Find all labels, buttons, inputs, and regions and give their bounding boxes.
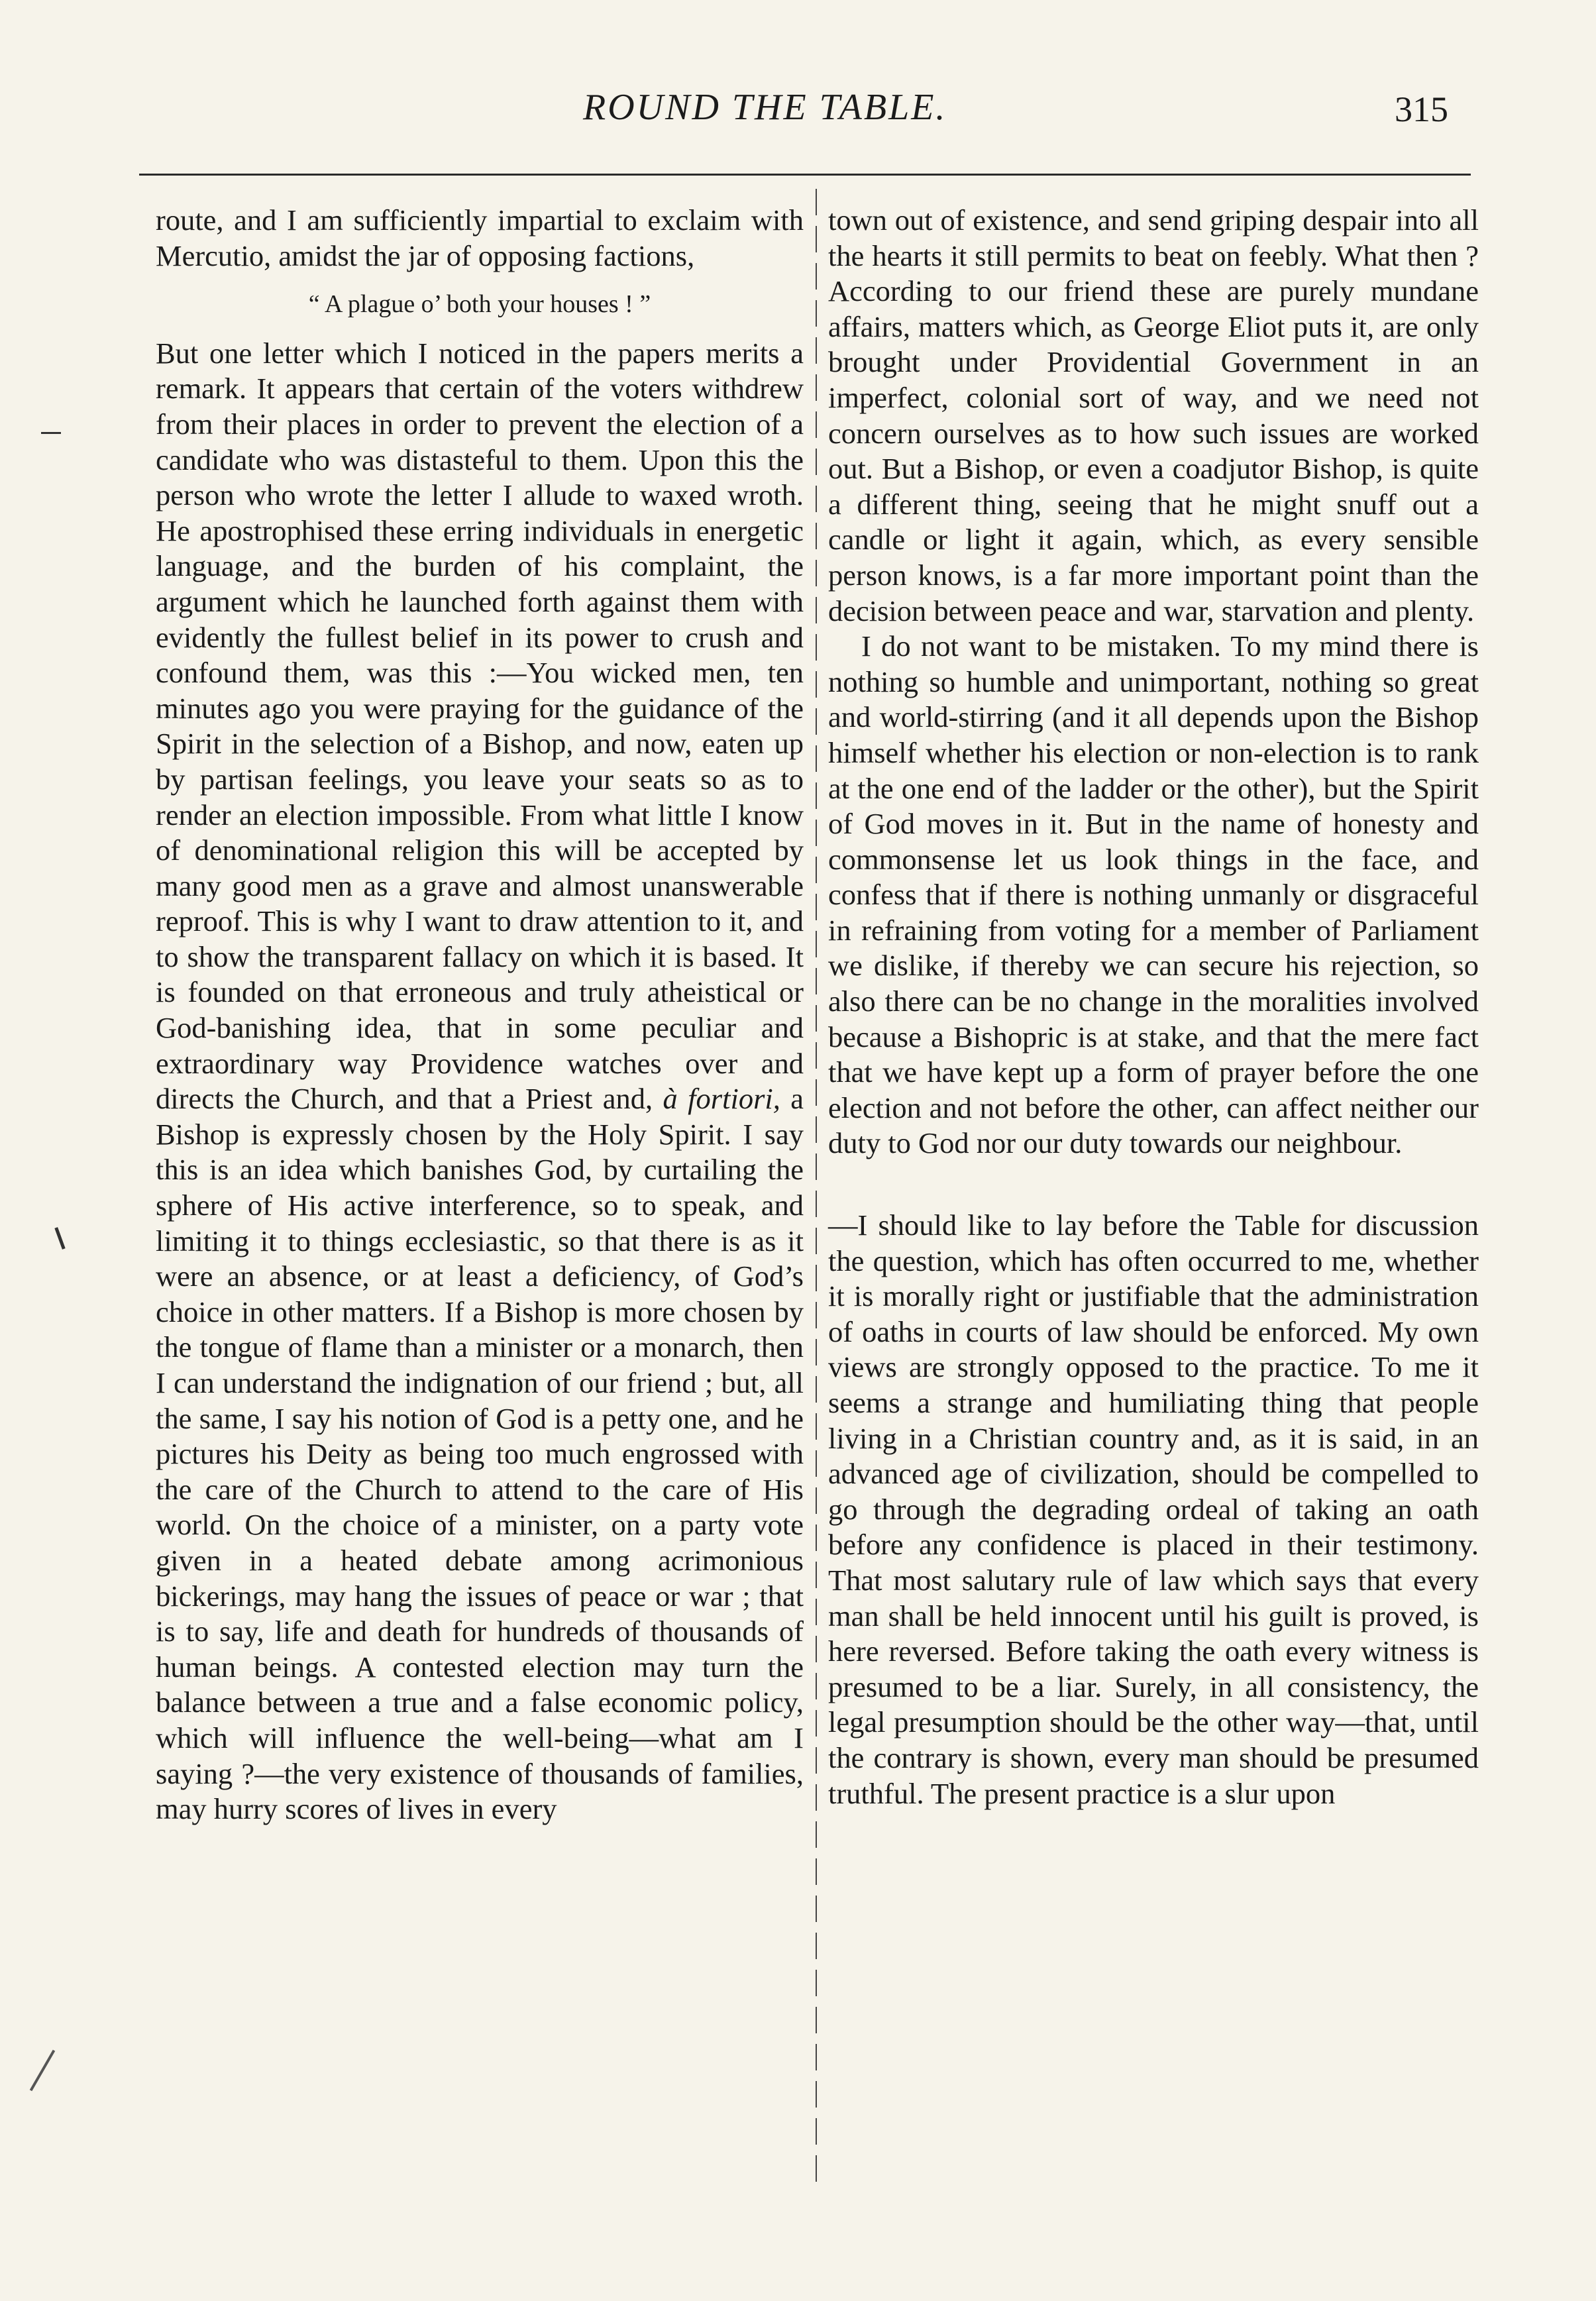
paragraph: town out of existence, and send griping despair into all the hearts it still permits to beat on feebly. What then ? According to our friend these are purely mundane affairs, matters which, as George Eliot puts it, are only brought under Providential Government in an imperfect, colonial sort of way, and we need not concern ourselves as to how such issues are worked out. But a Bishop, or even a coadjutor Bishop, is quite a different thing, seeing that he might snuff out a candle or light it again, which, as every sensible person knows, is a far more important point than the decision between peace and war, starvation and plenty. <box>828 203 1479 627</box>
italic-phrase: à fortiori, <box>663 1082 780 1116</box>
page-number: 315 <box>1395 89 1448 129</box>
margin-mark <box>41 432 61 434</box>
left-column <box>156 203 804 1827</box>
section-gap <box>828 1161 1479 1208</box>
quotation: “ A plague o’ both your houses ! ” <box>308 290 651 319</box>
column-divider <box>816 189 817 2183</box>
margin-mark <box>30 2050 55 2092</box>
right-column <box>828 203 1479 1811</box>
running-title: ROUND THE TABLE. <box>583 87 947 128</box>
running-head <box>0 80 1596 139</box>
paragraph: —I should like to lay before the Table for discussion the question, which has often occurred to me, whether it is morally right or justifiable that the administration of oaths in courts of law should be enforced. My own views are strongly opposed to the practice. To me it seems a strange and humiliating thing that people living in a Christian country and, as it is said, in an advanced age of civilization, should be compelled to go through the degrading ordeal of taking an oath before any confidence is placed in their testimony. That most salutary rule of law which says that every man shall be held innocent until his guilt is proved, is here reversed. Before taking the oath every witness is presumed to be a liar. Surely, in all consistency, the legal presumption should be the other way—that, until the contrary is shown, every man should be presumed truthful. The present practice is a slur upon <box>828 1208 1479 1810</box>
paragraph: I do not want to be mistaken. To my mind there is nothing so humble and unimportant, nothing so great and world-stirring (and it all depends upon the Bishop himself whether his election or non-election is to rank at the one end of the ladder or the other), but the Spirit of God moves in it. But in the name of honesty and commonsense let us look things in the face, and confess that if there is nothing unmanly or disgraceful in refraining from voting for a member of Parliament we dislike, if thereby we can secure his rejection, so also there can be no change in the moralities involved because a Bishopric is at stake, and that the mere fact that we have kept up a form of prayer before the one election and not before the other, can affect neither our duty to God nor our duty towards our neighbour. <box>828 629 1479 1160</box>
paragraph: But one letter which I noticed in the papers merits a remark. It appears that certain of the voters withdrew from their places in order to prevent the election of a candidate who was distasteful to them. Upon this the person who wrote the letter I allude to waxed wroth. He apostrophised these erring individuals in energetic language, and the burden of his complaint, the argument which he launched forth against them with evidently the fullest belief in its power to crush and confound them, was this :—You wicked men, ten minutes ago you were praying for the guidance of the Spirit in the selection of a Bishop, and now, eaten up by partisan feelings, you leave your seats so as to render an election impossible. From what little I know of denominational religion this will be accepted by many good men as a grave and almost unanswerable reproof. This is why I want to draw attention to it, and to show the transparent fallacy on which it is based. It is founded on that erroneous and truly atheistical or God-banishing idea, that in some peculiar and extraordinary way Providence watches over and directs the Church, and that a Priest and, à fortiori, a Bishop is expressly chosen by the Holy Spirit. I say this is an idea which banishes God, by curtailing the sphere of His active interference, so to speak, and limiting it to things ecclesiastic, so that there is as it were an absence, or at least a deficiency, of God’s choice in other matters. If a Bishop is more chosen by the tongue of flame than a minister or a monarch, then I can understand the indignation of our friend ; but, all the same, I say his notion of God is a petty one, and he pictures his Deity as being too much engrossed with the care of the Church to attend to the care of His world. On the choice of a minister, on a party vote given in a heated debate among acrimonious bickerings, may hang the issues of peace or war ; that is to say, life and death for hundreds of thousands of human beings. A contested election may turn the balance between a true and a false economic policy, which will influence the well-being—what am I saying ?—the very existence of thousands of families, may hurry scores of lives in every <box>156 336 804 1826</box>
margin-mark <box>54 1227 65 1250</box>
header-rule <box>139 174 1471 176</box>
paragraph: route, and I am sufficiently impartial to exclaim with Mercutio, amidst the jar of opposing factions, <box>156 203 804 272</box>
